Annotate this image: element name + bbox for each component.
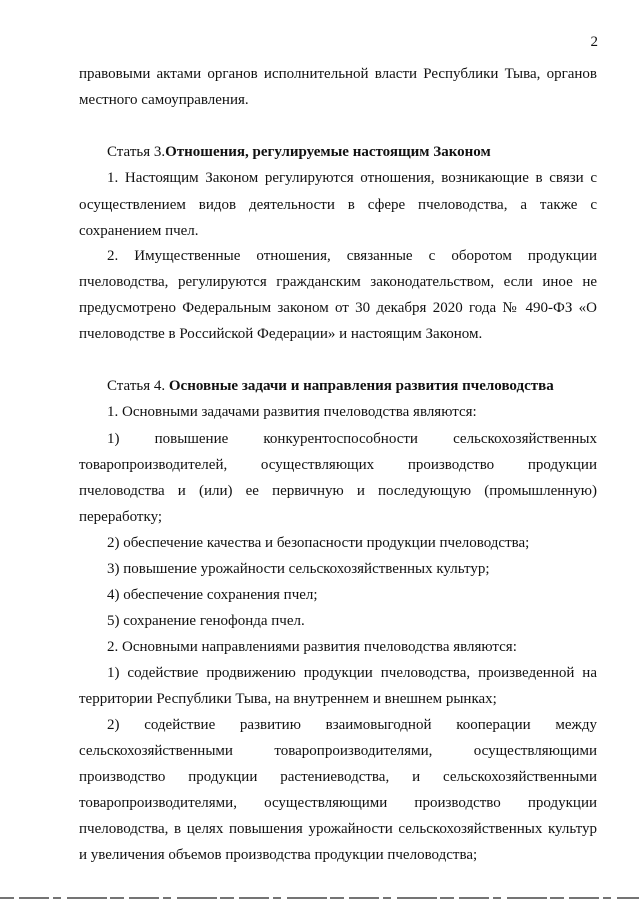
text-line: 5) сохранение генофонда пчел. [107,613,305,629]
text-line: пчеловодства, в целях повышения урожайности сельскохозяйственных культур [79,821,597,837]
text-line: пчеловодстве в Российской Федерации» и настоящим Законом. [79,326,483,342]
article-3-title: Отношения, регулируемые настоящим Законом [165,144,491,160]
article-4-prefix: Статья 4. [107,378,169,394]
text-line: 1) содействие продвижению продукции пчеловодства, произведенной на [107,665,597,681]
text-line: правовыми актами органов исполнительной власти Республики Тыва, органов [79,66,597,82]
text-line: 1. Основными задачами развития пчеловодства являются: [107,404,477,420]
text-line: 2. Основными направлениями развития пчеловодства являются: [107,639,517,655]
text-line: переработку; [79,509,163,525]
text-line: производство продукции растениеводства, и сельскохозяйственными [79,769,597,785]
page-number: 2 [590,34,598,50]
text-line: товаропроизводителей, осуществляющих производство продукции [79,457,597,473]
text-line: 3) повышение урожайности сельскохозяйственных культур; [107,561,490,577]
text-line: 2. Имущественные отношения, связанные с оборотом продукции [107,248,597,264]
article-4-title: Основные задачи и направления развития пчеловодства [168,378,554,394]
text-line: сельскохозяйственными товаропроизводителями, осуществляющими [79,743,597,759]
article-3-prefix: Статья 3. [107,144,166,160]
text-line: сохранением пчел. [79,223,199,239]
text-line: 2) содействие развитию взаимовыгодной кооперации между [107,717,597,733]
scan-edge-artifact [0,895,639,901]
article-4-heading [107,376,597,396]
text-line: товаропроизводителями, осуществляющими производство продукции [79,795,597,811]
text-line: и увеличения объемов производства продукции пчеловодства; [79,847,478,863]
text-line: 2) обеспечение качества и безопасности продукции пчеловодства; [107,535,530,551]
article-3-heading [107,142,597,162]
text-line: 4) обеспечение сохранения пчел; [107,587,318,603]
text-line: предусмотрено Федеральным законом от 30 декабря 2020 года № 490-ФЗ «О [79,300,597,316]
text-line: местного самоуправления. [79,92,249,108]
text-line: территории Республики Тыва, на внутреннем и внешнем рынках; [79,691,497,707]
text-line: 1. Настоящим Законом регулируются отношения, возникающие в связи с [107,170,597,186]
text-line: осуществлением видов деятельности в сфере пчеловодства, а также с [79,197,597,213]
text-line: 1) повышение конкурентоспособности сельскохозяйственных [107,431,597,447]
text-line: пчеловодства, регулируются гражданским законодательством, если иное не [79,274,597,290]
text-line: пчеловодства и (или) ее первичную и последующую (промышленную) [79,483,597,499]
